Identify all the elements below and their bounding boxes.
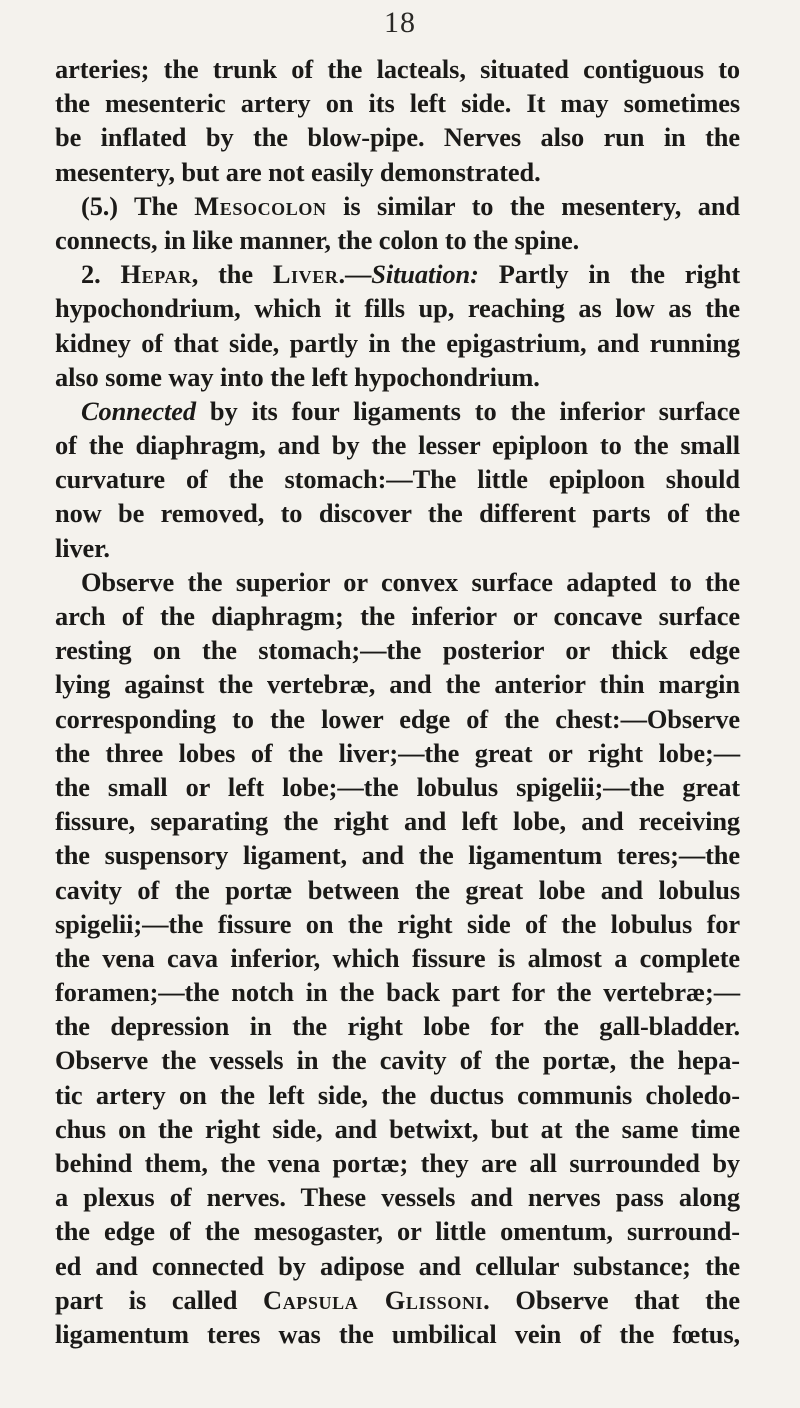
text-line: ligamentum teres was the umbilical vein of the fœtus, — [55, 1318, 740, 1349]
text-line-mesocolon — [55, 189, 740, 223]
text-line: behind them, the vena portæ; they are all surrounded by — [55, 1148, 740, 1178]
text-line: the small or left lobe;—the lobulus spigelii;—the great — [55, 771, 740, 802]
text-line: chus on the right side, and betwixt, but at the same time — [55, 1113, 740, 1144]
text-line: resting on the stomach;—the posterior or thick edge — [55, 635, 740, 666]
section-number: 2. — [81, 259, 101, 290]
text-fragment: by its four ligaments to the inferior surface — [209, 395, 740, 426]
text-line: curvature of the stomach:—The little epiploon should — [55, 464, 740, 495]
text-line: also some way into the left hypochondrium. — [55, 361, 540, 392]
text-line: cavity of the portæ between the great lobe and lobulus — [55, 874, 740, 905]
text-line-hepar — [55, 257, 740, 291]
text-fragment: .— — [338, 259, 372, 290]
text-line: arteries; the trunk of the lacteals, situated contiguous to — [55, 54, 740, 84]
text-line-connected — [55, 394, 740, 428]
text-line: the vena cava inferior, which fissure is almost a complete — [55, 942, 740, 973]
section-number: (5.) The — [81, 190, 178, 221]
text-line: fissure, separating the right and left lobe, and receiving — [55, 806, 740, 837]
text-line: hypochondrium, which it fills up, reaching as low as the — [55, 293, 740, 324]
text-line: Observe the vessels in the cavity of the portæ, the hepa- — [55, 1045, 740, 1076]
text-line: spigelii;—the fissure on the right side of the lobulus for — [55, 908, 740, 939]
text-line: corresponding to the lower edge of the chest:—Observe — [55, 703, 740, 734]
page-number: 18 — [384, 6, 416, 39]
text-line: the depression in the right lobe for the gall-bladder. — [55, 1011, 740, 1042]
text-line: of the diaphragm, and by the lesser epiploon to the small — [55, 430, 740, 461]
text-line: the suspensory ligament, and the ligamentum teres;—the — [55, 840, 740, 871]
text-fragment: is similar to the mesentery, and — [343, 190, 740, 221]
text-line: now be removed, to discover the different parts of the — [55, 498, 740, 529]
text-line: the edge of the mesogaster, or little omentum, surround- — [55, 1216, 740, 1247]
text-line: ed and connected by adipose and cellular substance; the — [55, 1250, 740, 1281]
body-text — [55, 52, 740, 1351]
text-line: foramen;—the notch in the back part for the vertebræ;— — [55, 977, 740, 1008]
text-line: liver. — [55, 532, 110, 563]
text-line: be inflated by the blow-pipe. Nerves also run in the — [55, 122, 740, 153]
text-line: kidney of that side, partly in the epigastrium, and running — [55, 327, 740, 358]
term-capsula-glissoni: Capsula Glissoni — [263, 1284, 484, 1315]
text-fragment: , the — [191, 259, 253, 290]
text-line: lying against the vertebræ, and the anterior thin margin — [55, 669, 740, 700]
text-fragment: . Observe that the — [483, 1284, 740, 1315]
text-line: the three lobes of the liver;—the great or right lobe;— — [55, 737, 740, 768]
italic-situation: Situation: — [371, 259, 479, 290]
term-liver: Liver — [272, 259, 339, 290]
text-fragment: part is called — [55, 1284, 238, 1315]
text-line: arch of the diaphragm; the inferior or concave surface — [55, 601, 740, 631]
text-line: mesentery, but are not easily demonstrated. — [55, 156, 541, 187]
term-mesocolon: Mesocolon — [194, 190, 327, 221]
text-line: a plexus of nerves. These vessels and nerves pass along — [55, 1182, 740, 1213]
term-hepar: Hepar — [120, 259, 192, 290]
text-line: Observe the superior or convex surface adapted to the — [81, 566, 740, 597]
text-line: connects, in like manner, the colon to the spine. — [55, 224, 580, 255]
text-fragment: Partly in the right — [498, 259, 741, 290]
text-line: tic artery on the left side, the ductus communis choledo- — [55, 1079, 740, 1110]
text-line: the mesenteric artery on its left side. It may sometimes — [55, 88, 740, 119]
italic-connected: Connected — [81, 395, 196, 426]
text-line-capsula — [55, 1283, 740, 1317]
